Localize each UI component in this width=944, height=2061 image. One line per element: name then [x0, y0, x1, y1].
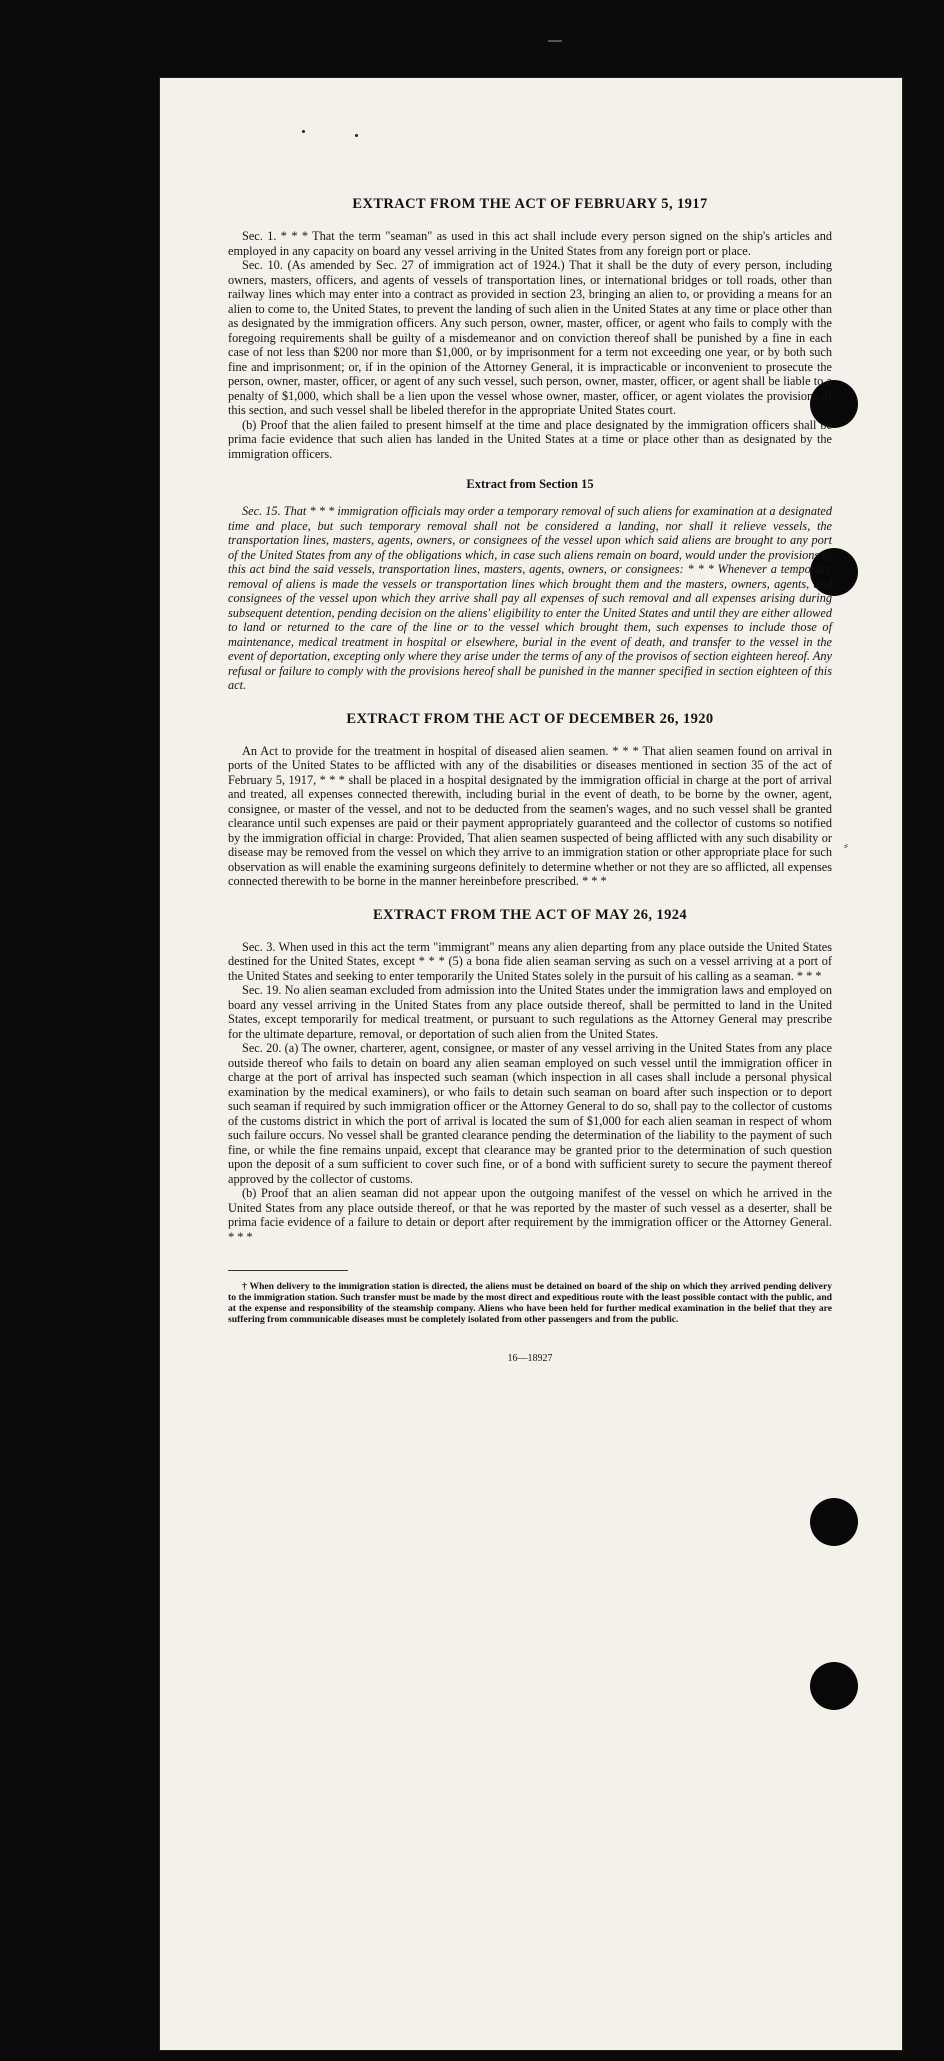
paragraph-sec-20-b: (b) Proof that an alien seaman did not appear upon the outgoing manifest of the vessel on which he arrived in the United States from any place outside thereof, or that he was reported by the master of such vessel as a deserter, shall be prima facie evidence of a failure to detain or deport after requirement by the immigration officer or the Attorney General. * * *: [228, 1186, 832, 1244]
margin-mark: ⸗: [844, 838, 848, 852]
subheading-section-15: Extract from Section 15: [466, 477, 594, 491]
footnote: † When delivery to the immigration station is directed, the aliens must be detained on board of the ship on which they arrived pending delivery to the immigration station. Such transfer must be made by the most direct and expeditious route with the least possible contact with the public, and at the expense and responsibility of the steamship company. Aliens who have been held for further medical examination in the belief that they are suffering from communicable diseases must be completely isolated from other passengers and from the public.: [228, 1281, 832, 1325]
paragraph-sec-15: Sec. 15. That * * * immigration officials may order a temporary removal of such aliens for examination at a designated time and place, but such temporary removal shall not be considered a landing, nor shall it relieve vessels, the transportation lines, masters, agents, owners, or consignees of the vessel upon which said aliens are brought to any port of the United States from any of the obligations which, in case such aliens remain on board, would under the provisions of this act bind the said vessels, transportation lines, masters, agents, owners, or consignees: * * * Whenever a temporary removal of aliens is made the vessels or transportation lines which brought them and the masters, owners, agents, and consignees of the vessel upon which they arrive shall pay all expenses of such removal and all expenses arising during subsequent detention, pending decision on the aliens' eligibility to enter the United States and until they are either allowed to land or returned to the care of the line or to the vessel which brought them, such expenses to include those of maintenance, medical treatment in hospital or elsewhere, burial in the event of death, and transfer to the vessel in the event of deportation, excepting only where they arise under the terms of any of the provisos of section eighteen hereof. Any refusal or failure to comply with the provisions hereof shall be punished in the manner specified in section eighteen of this act.: [228, 504, 832, 692]
speck: [355, 134, 358, 137]
paragraph-sec-1: Sec. 1. * * * That the term "seaman" as used in this act shall include every person signed on the ship's articles and employed in any capacity on board any vessel arriving in the United States from any foreign port or place.: [228, 229, 832, 258]
document-body: [228, 196, 832, 1364]
paragraph-sec-3: Sec. 3. When used in this act the term "immigrant" means any alien departing from any place outside the United States destined for the United States, except * * * (5) a bona fide alien seaman serving as such on a vessel arriving at a port of the United States and seeking to enter temporarily the United States solely in the pursuit of his calling as a seaman. * * *: [228, 939, 832, 983]
print-code: 16—18927: [507, 1353, 553, 1364]
document-page: [160, 78, 902, 2050]
punch-hole: [810, 1498, 858, 1546]
punch-hole: [810, 1662, 858, 1710]
paragraph-act-1920: An Act to provide for the treatment in hospital of diseased alien seamen. * * * That alien seamen found on arrival in ports of the United States to be afflicted with any of the disabilities or diseases mentioned in section 35 of the act of February 5, 1917, * * * shall be placed in a hospital designated by the immigration official in charge at the port of arrival and treated, all expenses connected therewith, including burial in the event of death, to be borne by the owner, agent, consignee, or master of the vessel, and not to be deducted from the seamen's wages, and no such vessel shall be granted clearance until such expenses are paid or their payment appropriately guaranteed and the collector of customs so notified by the immigration official in charge: Provided, That alien seamen suspected of being afflicted with any such disability or disease may be removed from the vessel on which they arrive to an immigration station or other appropriate place for such observation as will enable the examining surgeons definitely to determine whether or not they are so afflicted, all expenses connected therewith to be borne in the manner hereinbefore prescribed. * * *: [228, 743, 832, 888]
paragraph-sec-19: Sec. 19. No alien seaman excluded from admission into the United States under the immigration laws and employed on board any vessel arriving in the United States from any place outside thereof, shall be permitted to land in the United States, except temporarily for medical treatment, or pursuant to such regulations as the Attorney General may prescribe for the ultimate departure, removal, or deportation of such alien from the United States.: [228, 983, 832, 1041]
scan-mark: [548, 40, 562, 42]
section-heading-1920: EXTRACT FROM THE ACT OF DECEMBER 26, 1920: [346, 710, 714, 727]
section-heading-1924: EXTRACT FROM THE ACT OF MAY 26, 1924: [372, 906, 688, 923]
speck: [302, 130, 305, 133]
footnote-divider: [228, 1270, 348, 1271]
paragraph-sec-10: Sec. 10. (As amended by Sec. 27 of immigration act of 1924.) That it shall be the duty of every person, including owners, masters, officers, and agents of vessels of transportation lines, or international bridges or toll roads, other than railway lines which may enter into a contract as provided in section 23, bringing an alien to, or providing a means for an alien to come to, the United States, to prevent the landing of such alien in the United States at any time or place other than as designated by the immigration officers. Any such person, owner, master, officer, or agent who fails to comply with the foregoing requirements shall be guilty of a misdemeanor and on conviction thereof shall be punished by a fine in each case of not less than $200 nor more than $1,000, or by imprisonment for a term not exceeding one year, or by both such fine and imprisonment; or, if in the opinion of the Attorney General, it is impracticable or inconvenient to prosecute the person, owner, master, officer, or agent of any such vessel, such person, owner, master, officer, or agent shall be liable to a penalty of $1,000, which shall be a lien upon the vessel whose owner, master, officer, or agent violates the provisions of this section, and such vessel shall be libeled therefor in the appropriate United States court.: [228, 258, 832, 417]
paragraph-sec-10-b: (b) Proof that the alien failed to present himself at the time and place designated by the immigration officers shall be prima facie evidence that such alien has landed in the United States at a time or place other than as designated by the immigration officers.: [228, 417, 832, 461]
paragraph-sec-20-a: Sec. 20. (a) The owner, charterer, agent, consignee, or master of any vessel arriving in the United States from any place outside thereof who fails to detain on board any alien seaman employed on such vessel until the immigration officer in charge at the port of arrival has inspected such seaman (which inspection in all cases shall include a personal physical examination by the medical examiners), or who fails to detain such seaman on board after such inspection or to deport such seaman if required by such immigration officer or the Attorney General to do so, shall pay to the collector of customs of the customs district in which the port of arrival is located the sum of $1,000 for each alien seaman in respect of whom such failure occurs. No vessel shall be granted clearance pending the determination of the liability to the payment of such fine, or while the fine remains unpaid, except that clearance may be granted prior to the determination of such question upon the deposit of a sum sufficient to cover such fine, or of a bond with sufficient surety to secure the payment thereof approved by the collector of customs.: [228, 1041, 832, 1186]
section-heading-1917: EXTRACT FROM THE ACT OF FEBRUARY 5, 1917: [352, 196, 708, 212]
